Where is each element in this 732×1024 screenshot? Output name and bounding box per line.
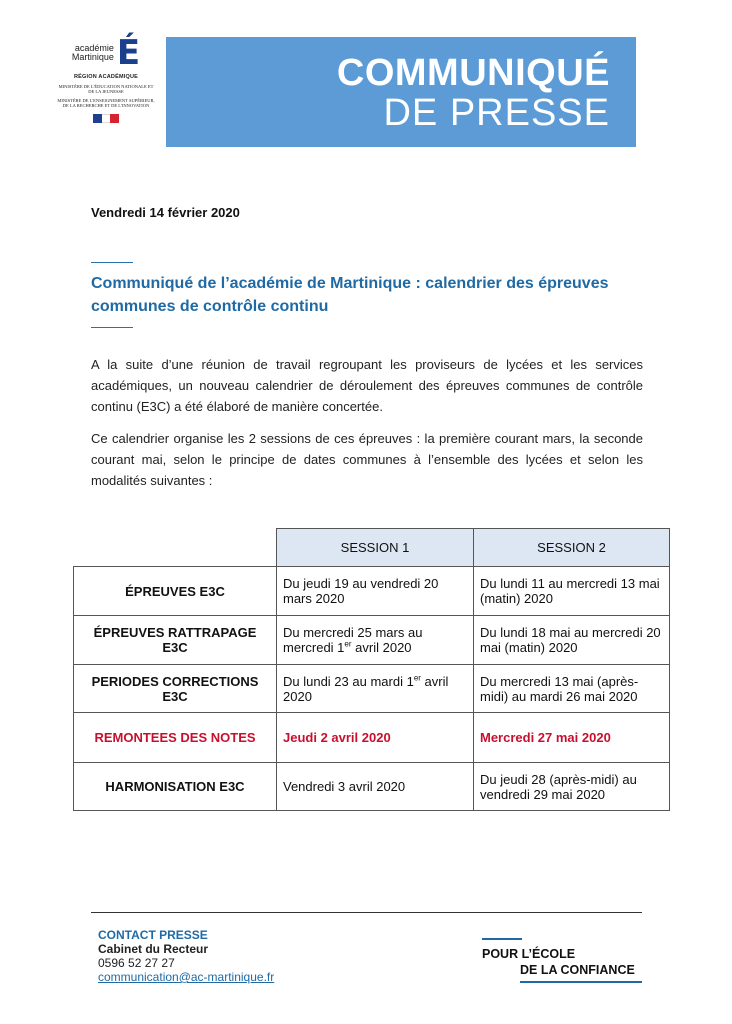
session-1-cell: Vendredi 3 avril 2020 [277,763,474,811]
table-row [74,616,670,665]
table-row [74,763,670,811]
row-label: HARMONISATION E3C [74,763,277,811]
press-release-banner [166,37,636,147]
contact-phone: 0596 52 27 27 [98,956,175,970]
session-1-cell [277,665,474,713]
slogan-bar-bottom [520,981,642,983]
contact-title: CONTACT PRESSE [98,928,208,942]
ordinal-suffix: er [413,673,421,683]
session-1-cell: Jeudi 2 avril 2020 [277,713,474,763]
logo-mark [56,34,156,72]
table-header-row [74,529,670,567]
contact-email-link[interactable]: communication@ac-martinique.fr [98,970,275,984]
session-2-cell: Du lundi 11 au mercredi 13 mai (matin) 2020 [474,567,670,616]
session-2-cell: Mercredi 27 mai 2020 [474,713,670,763]
header-session-2: SESSION 2 [474,529,670,567]
schedule-table [73,528,670,811]
slogan-line2: DE LA CONFIANCE [520,963,635,977]
slogan-line1: POUR L’ÉCOLE [482,947,576,961]
banner-title-line2: DE PRESSE [383,92,610,134]
session-2-cell: Du mercredi 13 mai (après-midi) au mardi 26 mai 2020 [474,665,670,713]
title-rule-top [91,262,133,263]
row-label: REMONTEES DES NOTES [74,713,277,763]
session-2-cell: Du lundi 18 mai au mercredi 20 mai (matin) 2020 [474,616,670,665]
logo-ministry-higher-education: MINISTÈRE DE L'ENSEIGNEMENT SUPÉRIEUR, DE LA RECHERCHE ET DE L'INNOVATION [57,98,155,108]
logo-region: RÉGION ACADÉMIQUE [73,74,138,80]
table-row [74,713,670,763]
logo-ministry-education: MINISTÈRE DE L'ÉDUCATION NATIONALE ET DE LA JEUNESSE [58,84,154,94]
slogan-bar-top [482,938,522,940]
cell-text: avril 2020 [283,673,449,704]
logo-word-martinique: Martinique [71,52,114,62]
sessions-paragraph: Ce calendrier organise les 2 sessions de ces épreuves : la première courant mars, la seconde courant mai, selon le principe de dates communes à l’ensemble des lycées et selon les modalités suivantes : [91,431,643,488]
academy-logo [56,34,156,123]
intro-paragraph: A la suite d’une réunion de travail regroupant les proviseurs de lycées et les services académiques, un nouveau calendrier de déroulement des épreuves communes de contrôle continu (E3C) a été élaboré de manière concertée. [91,357,643,414]
logo-word-academie: académie [74,43,114,53]
session-2-cell: Du jeudi 28 (après-midi) au vendredi 29 mai 2020 [474,763,670,811]
french-flag-icon [93,114,119,123]
table-row [74,567,670,616]
cell-text: Du mercredi 25 mars au mercredi 1 [283,625,423,655]
cell-text: avril 2020 [351,640,412,655]
release-date: Vendredi 14 février 2020 [91,205,240,220]
footer-divider [91,912,642,913]
title-rule-bottom [91,327,133,328]
contact-name: Cabinet du Recteur [98,942,209,956]
cell-text: Du lundi 23 au mardi 1 [283,673,414,689]
table-row [74,665,670,713]
row-label: ÉPREUVES E3C [74,567,277,616]
row-label: ÉPREUVES RATTRAPAGE E3C [74,616,277,665]
row-label: PERIODES CORRECTIONS E3C [74,665,277,713]
slogan-logo [482,938,644,990]
release-title: Communiqué de l’académie de Martinique : calendrier des épreuves communes de contrôle continu [91,275,609,315]
banner-title-line1: COMMUNIQUÉ [336,52,610,94]
table-corner [74,529,277,567]
session-1-cell [277,616,474,665]
logo-words [72,44,114,62]
session-1-cell: Du jeudi 19 au vendredi 20 mars 2020 [277,567,474,616]
header-session-1: SESSION 1 [277,529,474,567]
press-contact [98,928,274,984]
ordinal-suffix: er [344,639,352,649]
logo-e-icon: É [116,33,141,73]
